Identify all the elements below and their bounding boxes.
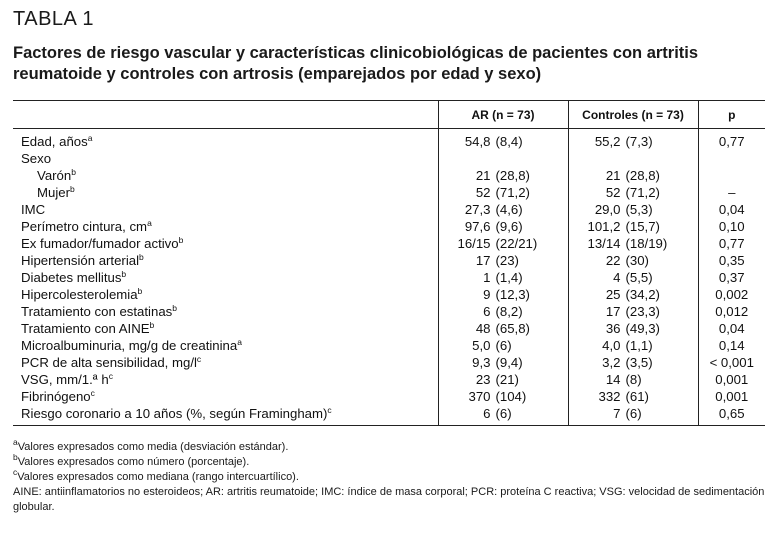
ar-value-main: 48: [475, 321, 491, 336]
data-table: [13, 100, 765, 426]
ar-value-dispersion: (9,6): [495, 219, 523, 234]
controles-value: [568, 303, 698, 320]
p-value: –: [698, 184, 765, 201]
row-label-text: Tratamiento con estatinas: [21, 304, 173, 319]
p-value: 0,37: [698, 269, 765, 286]
footnote-marker: b: [172, 303, 177, 313]
ar-value: [438, 286, 568, 303]
table-row: [13, 320, 765, 337]
row-label: [13, 405, 438, 426]
row-label: [13, 371, 438, 388]
ar-value: [438, 218, 568, 235]
ar-value: [438, 388, 568, 405]
table-row: [13, 235, 765, 252]
row-label-text: Tratamiento con AINE: [21, 321, 150, 336]
footnote-list: [13, 437, 765, 485]
footnote: [13, 452, 765, 470]
table-row: [13, 354, 765, 371]
row-label-text: Hipercolesterolemia: [21, 287, 138, 302]
controles-value: [568, 129, 698, 151]
table-row: [13, 218, 765, 235]
ar-value-main: 6: [483, 406, 491, 421]
p-value: 0,001: [698, 388, 765, 405]
footnote-marker: b: [71, 167, 76, 177]
footnote-marker: c: [13, 467, 18, 477]
ar-value: [438, 235, 568, 252]
row-label: [13, 218, 438, 235]
ar-value-dispersion: (21): [495, 372, 519, 387]
controles-value-main: 25: [605, 287, 621, 302]
ar-value-dispersion: (1,4): [495, 270, 523, 285]
controles-value-main: 29,0: [594, 202, 621, 217]
controles-value-main: 36: [605, 321, 621, 336]
controles-value: [568, 405, 698, 426]
row-label-text: Perímetro cintura, cm: [21, 219, 148, 234]
ar-value: [438, 150, 568, 167]
footnote-marker: b: [69, 184, 75, 194]
footnote-marker: b: [13, 452, 18, 462]
table-row: [13, 405, 765, 426]
ar-value-dispersion: (23): [495, 253, 519, 268]
controles-value: [568, 184, 698, 201]
row-label-text: PCR de alta sensibilidad, mg/l: [21, 355, 197, 370]
row-label-text: Ex fumador/fumador activo: [21, 236, 179, 251]
row-label-text: Edad, años: [21, 134, 88, 149]
ar-value: [438, 184, 568, 201]
row-label: [13, 337, 438, 354]
table-row: [13, 150, 765, 167]
ar-value-main: 27,3: [464, 202, 491, 217]
controles-value: [568, 269, 698, 286]
ar-value-dispersion: (12,3): [495, 287, 530, 302]
footnote-marker: c: [108, 371, 113, 381]
ar-value-main: 9: [483, 287, 491, 302]
controles-value: [568, 252, 698, 269]
controles-value-dispersion: (5,5): [625, 270, 653, 285]
table-row: [13, 337, 765, 354]
controles-value: [568, 320, 698, 337]
row-label: [13, 269, 438, 286]
table-row: [13, 303, 765, 320]
ar-value-dispersion: (104): [495, 389, 527, 404]
controles-value-dispersion: (28,8): [625, 168, 660, 183]
table-label: TABLA 1: [13, 8, 94, 30]
ar-value-main: 16/15: [457, 236, 491, 251]
row-label: [13, 150, 438, 167]
p-value: [698, 150, 765, 167]
ar-value-main: 17: [475, 253, 491, 268]
controles-value-dispersion: (1,1): [625, 338, 653, 353]
ar-value: [438, 354, 568, 371]
footnote-marker: c: [327, 405, 332, 415]
row-label-text: Microalbuminuria, mg/g de creatinina: [21, 338, 238, 353]
table-header-row: [13, 101, 765, 129]
footnote-marker: a: [87, 133, 93, 143]
controles-value-dispersion: (30): [625, 253, 649, 268]
row-label-text: Riesgo coronario a 10 años (%, según Framingham): [21, 406, 328, 421]
ar-value-main: 6: [483, 304, 491, 319]
controles-value-dispersion: (3,5): [625, 355, 653, 370]
ar-value-main: 97,6: [464, 219, 491, 234]
controles-value-main: 22: [605, 253, 621, 268]
ar-value-main: 52: [475, 185, 491, 200]
controles-value-main: 4: [613, 270, 621, 285]
header-ar: AR (n = 73): [438, 101, 568, 129]
row-label: [13, 320, 438, 337]
p-value: 0,77: [698, 235, 765, 252]
footnote-marker: a: [237, 337, 242, 347]
ar-value-dispersion: (65,8): [495, 321, 530, 336]
controles-value-dispersion: (18/19): [625, 236, 668, 251]
ar-value-main: 9,3: [472, 355, 491, 370]
ar-value-dispersion: (6): [495, 338, 512, 353]
header-variable: [13, 101, 438, 129]
ar-value-dispersion: (4,6): [495, 202, 523, 217]
controles-value-main: 332: [598, 389, 621, 404]
p-value: 0,012: [698, 303, 765, 320]
ar-value-dispersion: (9,4): [495, 355, 523, 370]
footnote-marker: a: [13, 437, 18, 447]
footnote-marker: a: [147, 218, 152, 228]
p-value: 0,65: [698, 405, 765, 426]
row-label: [13, 167, 438, 184]
p-value: 0,14: [698, 337, 765, 354]
p-value: 0,04: [698, 320, 765, 337]
controles-value-dispersion: (8): [625, 372, 642, 387]
p-value: 0,77: [698, 129, 765, 151]
footnote: [13, 437, 765, 455]
ar-value: [438, 405, 568, 426]
controles-value-main: 4,0: [602, 338, 621, 353]
footnote-text: Valores expresados como número (porcentaje).: [17, 456, 250, 468]
table-notes: [13, 437, 765, 515]
ar-value-main: 370: [468, 389, 491, 404]
footnote-marker: c: [196, 354, 202, 364]
controles-value-main: 55,2: [594, 134, 621, 149]
ar-value-main: 5,0: [472, 338, 491, 353]
table-title: Factores de riesgo vascular y características clinicobiológicas de pacientes con artritis reumatoide y controles con artrosis (emparejados por edad y sexo): [13, 44, 699, 83]
row-label-text: Varón: [37, 168, 72, 183]
footnote-marker: b: [121, 269, 127, 279]
ar-value: [438, 303, 568, 320]
controles-value-dispersion: (7,3): [625, 134, 653, 149]
controles-value-main: 7: [613, 406, 621, 421]
controles-value-dispersion: (61): [625, 389, 649, 404]
ar-value: [438, 129, 568, 151]
controles-value: [568, 150, 698, 167]
row-label: [13, 129, 438, 151]
controles-value-dispersion: (23,3): [625, 304, 660, 319]
ar-value-dispersion: (8,4): [495, 134, 523, 149]
ar-value: [438, 252, 568, 269]
table-row: [13, 388, 765, 405]
controles-value-main: 101,2: [587, 219, 621, 234]
footnote: [13, 467, 765, 485]
footnote-marker: b: [178, 235, 184, 245]
controles-value-dispersion: (6): [625, 406, 642, 421]
table-row: [13, 371, 765, 388]
controles-value: [568, 337, 698, 354]
row-label-text: Mujer: [37, 185, 70, 200]
ar-value: [438, 167, 568, 184]
header-p: p: [698, 101, 765, 129]
row-label-text: VSG, mm/1.ª h: [21, 372, 109, 387]
row-label-text: Hipertensión arterial: [21, 253, 140, 268]
controles-value: [568, 201, 698, 218]
footnote-marker: b: [149, 320, 155, 330]
row-label: [13, 388, 438, 405]
ar-value: [438, 371, 568, 388]
controles-value-dispersion: (71,2): [625, 185, 660, 200]
controles-value-main: 17: [605, 304, 621, 319]
ar-value-main: 54,8: [464, 134, 491, 149]
row-label: [13, 303, 438, 320]
table-row: [13, 269, 765, 286]
p-value: 0,001: [698, 371, 765, 388]
controles-value: [568, 354, 698, 371]
controles-value: [568, 388, 698, 405]
table-row: [13, 167, 765, 184]
table-row: [13, 129, 765, 151]
table-row: [13, 252, 765, 269]
data-table-container: [13, 100, 765, 426]
p-value: 0,10: [698, 218, 765, 235]
controles-value-dispersion: (34,2): [625, 287, 660, 302]
ar-value: [438, 201, 568, 218]
row-label-text: IMC: [21, 202, 46, 217]
p-value: 0,002: [698, 286, 765, 303]
controles-value-dispersion: (49,3): [625, 321, 660, 336]
ar-value: [438, 320, 568, 337]
ar-value: [438, 337, 568, 354]
ar-value-main: 21: [475, 168, 491, 183]
row-label-text: Sexo: [21, 151, 52, 166]
controles-value: [568, 235, 698, 252]
ar-value-main: 23: [475, 372, 491, 387]
row-label-text: Diabetes mellitus: [21, 270, 122, 285]
row-label: [13, 252, 438, 269]
controles-value: [568, 371, 698, 388]
p-value: < 0,001: [698, 354, 765, 371]
controles-value-dispersion: (15,7): [625, 219, 660, 234]
controles-value-main: 21: [605, 168, 621, 183]
controles-value-main: 52: [605, 185, 621, 200]
controles-value: [568, 167, 698, 184]
p-value: [698, 167, 765, 184]
controles-value-dispersion: (5,3): [625, 202, 653, 217]
row-label-text: Fibrinógeno: [21, 389, 91, 404]
table-body: [13, 129, 765, 426]
ar-value-dispersion: (8,2): [495, 304, 523, 319]
footnote-marker: c: [90, 388, 95, 398]
p-value: 0,35: [698, 252, 765, 269]
row-label: [13, 235, 438, 252]
ar-value-main: 1: [483, 270, 491, 285]
footnote-marker: b: [139, 252, 144, 262]
p-value: 0,04: [698, 201, 765, 218]
controles-value-main: 3,2: [602, 355, 621, 370]
row-label: [13, 184, 438, 201]
footnote-text: Valores expresados como media (desviación estándar).: [17, 441, 289, 453]
row-label: [13, 354, 438, 371]
row-label: [13, 286, 438, 303]
table-row: [13, 184, 765, 201]
controles-value-main: 14: [605, 372, 621, 387]
ar-value: [438, 269, 568, 286]
ar-value-dispersion: (22/21): [495, 236, 538, 251]
row-label: [13, 201, 438, 218]
controles-value: [568, 286, 698, 303]
ar-value-dispersion: (71,2): [495, 185, 530, 200]
ar-value-dispersion: (6): [495, 406, 512, 421]
ar-value-dispersion: (28,8): [495, 168, 530, 183]
controles-value-main: 13/14: [587, 236, 621, 251]
footnote-marker: b: [137, 286, 143, 296]
table-row: [13, 286, 765, 303]
controles-value: [568, 218, 698, 235]
footnote-text: Valores expresados como mediana (rango intercuartílico).: [17, 471, 299, 483]
header-controles: Controles (n = 73): [568, 101, 698, 129]
abbreviations-note: AINE: antiinflamatorios no esteroideos; AR: artritis reumatoide; IMC: índice de masa corporal; PCR: proteína C reactiva; VSG: velocidad de sedimentación globular.: [13, 486, 765, 513]
table-row: [13, 201, 765, 218]
